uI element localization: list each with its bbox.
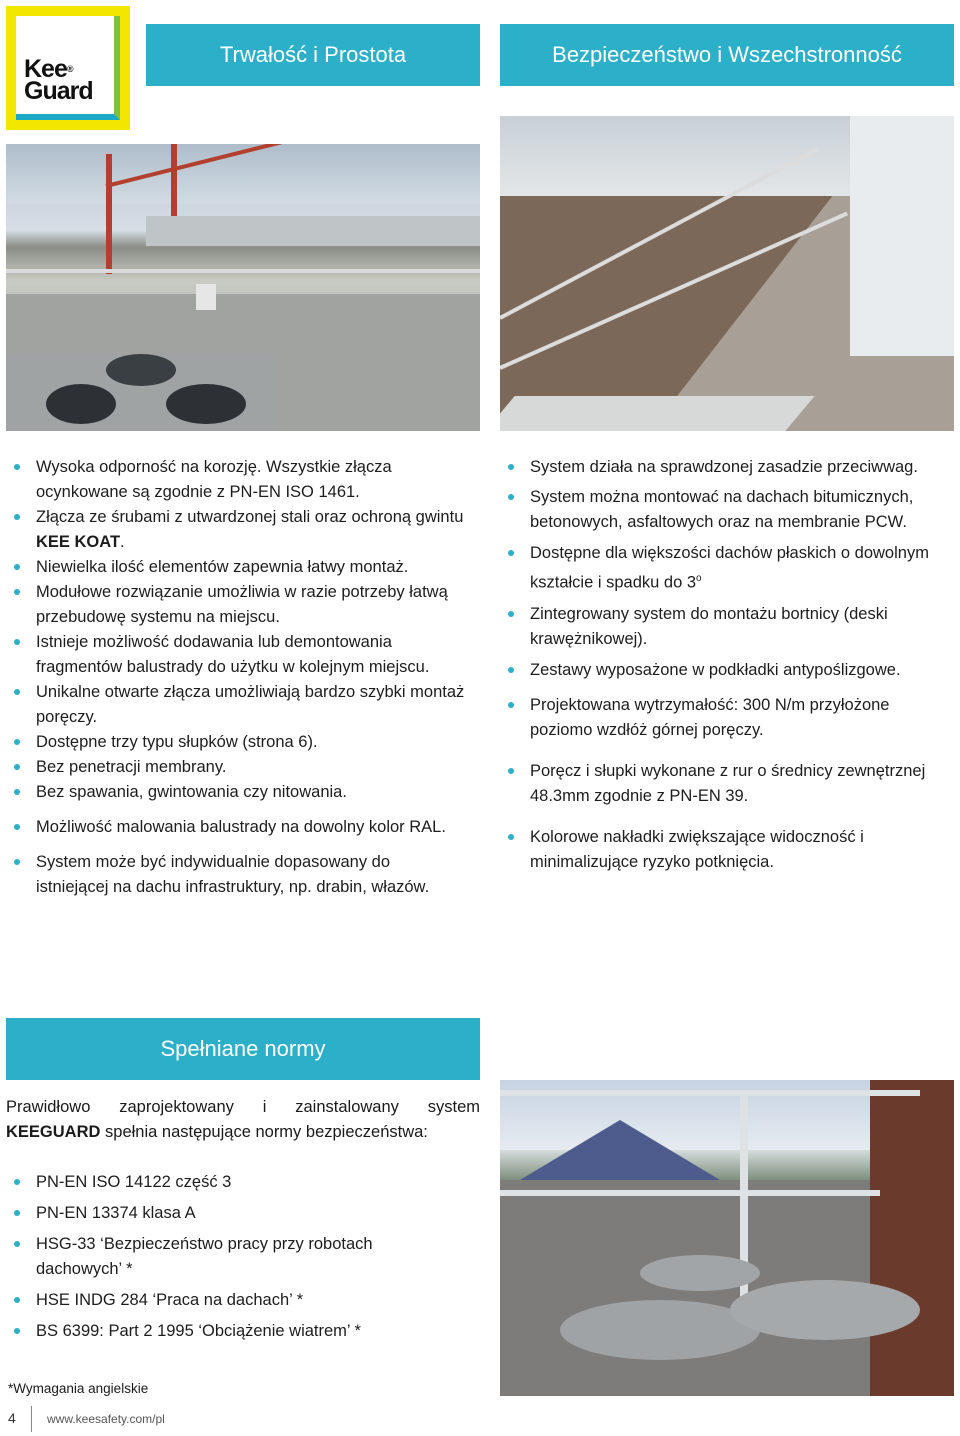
- list-item: Wysoka odporność na korozję. Wszystkie złącza ocynkowane są zgodnie z PN-EN ISO 1461.: [6, 455, 480, 505]
- standards-intro-2: [6, 1120, 428, 1145]
- list-item: System można montować na dachach bitumicznych, betonowych, asfaltowych oraz na membranie PCW.: [500, 485, 954, 535]
- list-item: PN-EN 13374 klasa A: [6, 1201, 480, 1226]
- list-item: HSE INDG 284 ‘Praca na dachach’ *: [6, 1288, 480, 1313]
- list-item: Zestawy wyposażone w podkładki antypoślizgowe.: [500, 658, 954, 683]
- list-item-text: Złącza ze śrubami z utwardzonej stali oraz ochroną gwintu: [36, 508, 464, 526]
- list-item: System działa na sprawdzonej zasadzie przeciwwag.: [500, 455, 954, 480]
- standards-list: [6, 1170, 480, 1344]
- list-item: [500, 541, 930, 596]
- list-item: Projektowana wytrzymałość: 300 N/m przyłożone poziomo wzdłóż górnej poręczy.: [500, 693, 950, 743]
- list-item-text: Dostępne dla większości dachów płaskich o dowolnym kształcie i spadku do 3: [530, 544, 929, 592]
- rooftop-fans-photo: [6, 144, 480, 431]
- list-item: Możliwość malowania balustrady na dowolny kolor RAL.: [6, 815, 480, 840]
- brand-name: KEEGUARD: [6, 1123, 101, 1141]
- logo-line1: Kee: [24, 55, 67, 83]
- list-item: HSG-33 ‘Bezpieczeństwo pracy przy robotach dachowych’ *: [6, 1232, 436, 1282]
- list-item: Unikalne otwarte złącza umożliwiają bardzo szybki montaż poręczy.: [6, 680, 466, 730]
- list-item: System może być indywidualnie dopasowany do istniejącej na dachu infrastruktury, np. drabin, włazów.: [6, 850, 466, 900]
- logo-text: [24, 55, 93, 105]
- list-item: Bez penetracji membrany.: [6, 755, 480, 780]
- standards-intro-rest: spełnia następujące normy bezpieczeństwa:: [100, 1123, 428, 1141]
- kee-koat-bold: KEE KOAT: [36, 533, 121, 551]
- list-item: BS 6399: Part 2 1995 ‘Obciążenie wiatrem’ *: [6, 1319, 480, 1344]
- list-item: Dostępne trzy typu słupków (strona 6).: [6, 730, 480, 755]
- logo: [6, 6, 130, 130]
- railing-weights-photo: [500, 1080, 954, 1396]
- list-item: Zintegrowany system do montażu bortnicy (deski krawężnikowej).: [500, 602, 954, 652]
- degree-mark: o: [696, 573, 702, 584]
- right-title: Bezpieczeństwo i Wszechstronność: [552, 42, 902, 67]
- features-right-list: [500, 455, 954, 875]
- left-title-bar: [146, 24, 480, 86]
- list-item: Kolorowe nakładki zwiększające widoczność i minimalizujące ryzyko potknięcia.: [500, 825, 930, 875]
- gravel-roof-railing-photo: [500, 116, 954, 431]
- logo-line2: Guard: [24, 77, 93, 105]
- logo-mark: ®: [66, 64, 73, 74]
- standards-title-bar: [6, 1018, 480, 1080]
- website-link[interactable]: www.keesafety.com/pl: [47, 1412, 165, 1426]
- footer-divider: [31, 1406, 32, 1432]
- footnote: *Wymagania angielskie: [8, 1381, 149, 1396]
- list-item: Poręcz i słupki wykonane z rur o średnicy zewnętrznej 48.3mm zgodnie z PN-EN 39.: [500, 759, 954, 809]
- list-item: PN-EN ISO 14122 część 3: [6, 1170, 480, 1195]
- page-number: 4: [8, 1410, 16, 1426]
- left-title: Trwałość i Prostota: [219, 42, 407, 67]
- list-item: Złącza ze śrubami z utwardzonej stali oraz ochroną gwintu KEE KOAT.: [6, 505, 480, 555]
- right-title-bar: [500, 24, 954, 86]
- standards-title: Spełniane normy: [160, 1036, 326, 1061]
- list-item: Modułowe rozwiązanie umożliwia w razie potrzeby łatwą przebudowę systemu na miejscu.: [6, 580, 480, 630]
- list-item: Niewielka ilość elementów zapewnia łatwy montaż.: [6, 555, 480, 580]
- standards-intro: Prawidłowo zaprojektowany i zainstalowany system: [6, 1098, 480, 1116]
- features-left-list: [6, 455, 480, 900]
- list-item: Bez spawania, gwintowania czy nitowania.: [6, 780, 480, 805]
- list-item: Istnieje możliwość dodawania lub demontowania fragmentów balustrady do użytku w kolejnym miejscu.: [6, 630, 456, 680]
